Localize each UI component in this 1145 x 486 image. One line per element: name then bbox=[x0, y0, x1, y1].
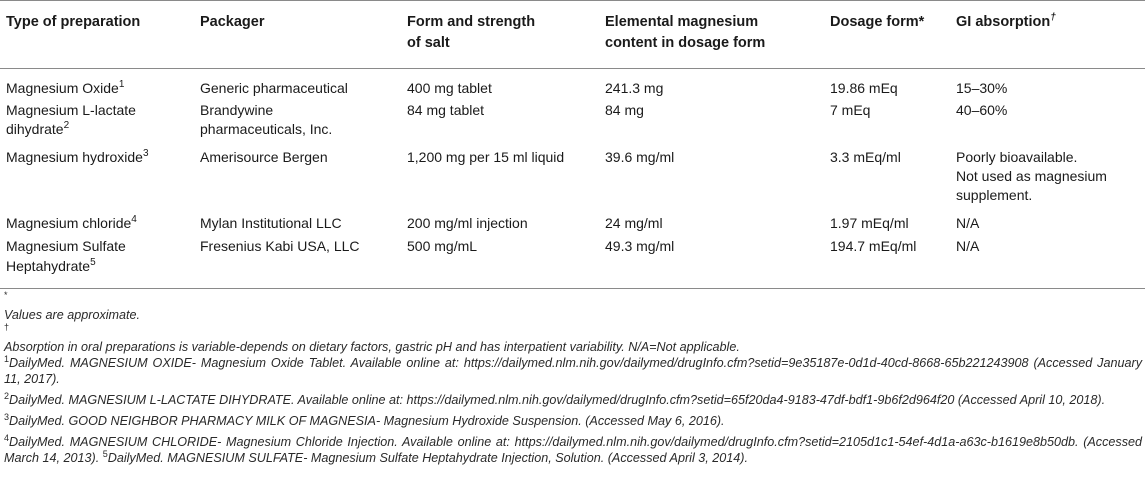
header-type: Type of preparation bbox=[6, 14, 141, 30]
header-gi-label: GI absorption bbox=[956, 14, 1051, 30]
cell-form: 200 mg/ml injection bbox=[407, 215, 528, 231]
footnote-2 bbox=[4, 392, 1142, 408]
table-bottom-rule bbox=[0, 288, 1145, 289]
cell-gi-line3: supplement. bbox=[956, 187, 1033, 203]
cell-form: 400 mg tablet bbox=[407, 80, 492, 96]
cell-elemental: 39.6 mg/ml bbox=[605, 149, 675, 165]
cell-elemental: 241.3 mg bbox=[605, 80, 664, 96]
cell-type: Magnesium L-lactate bbox=[6, 102, 136, 118]
cell-packager: Amerisource Bergen bbox=[200, 149, 328, 165]
cell-dosage: 194.7 mEq/ml bbox=[830, 238, 917, 254]
ref-mark: 1 bbox=[118, 79, 125, 90]
footnote-text: Absorption in oral preparations is variable-depends on dietary factors, gastric pH and has interpatient variability. N/A=Not applicable. bbox=[4, 340, 740, 354]
cell-type: Magnesium Sulfate bbox=[6, 238, 126, 254]
cell-gi-line2: Not used as magnesium bbox=[956, 168, 1107, 184]
cell-gi: 15–30% bbox=[956, 80, 1008, 96]
footnote-values-approximate bbox=[4, 291, 1142, 323]
cell-type bbox=[6, 79, 124, 98]
cell-type-line2 bbox=[6, 120, 69, 139]
cell-dosage: 19.86 mEq bbox=[830, 80, 898, 96]
footnote-absorption bbox=[4, 323, 1142, 355]
footnote-mark: 2 bbox=[4, 391, 10, 401]
cell-packager: Brandywine bbox=[200, 102, 274, 118]
header-dosage: Dosage form* bbox=[830, 14, 925, 30]
cell-dosage: 3.3 mEq/ml bbox=[830, 149, 901, 165]
cell-type-text: Magnesium chloride bbox=[6, 215, 132, 231]
cell-packager: Fresenius Kabi USA, LLC bbox=[200, 238, 360, 254]
footnote-mark: 4 bbox=[4, 433, 10, 443]
cell-form: 84 mg tablet bbox=[407, 102, 485, 118]
cell-form: 500 mg/mL bbox=[407, 238, 478, 254]
header-gi bbox=[956, 12, 1056, 33]
header-elemental-line1: Elemental magnesium bbox=[605, 14, 759, 30]
footnote-mark: 1 bbox=[4, 354, 10, 364]
cell-gi: 40–60% bbox=[956, 102, 1008, 118]
footnote-text: DailyMed. MAGNESIUM SULFATE- Magnesium Sulfate Heptahydrate Injection, Solution. (Accessed April 3, 2014). bbox=[107, 451, 748, 465]
header-form-line2: of salt bbox=[407, 35, 450, 51]
header-gi-mark: † bbox=[1050, 12, 1056, 23]
footnote-1 bbox=[4, 355, 1142, 387]
footnote-text: DailyMed. GOOD NEIGHBOR PHARMACY MILK OF MAGNESIA- Magnesium Hydroxide Suspension. (Accessed May 6, 2016). bbox=[9, 414, 725, 428]
cell-type-line2 bbox=[6, 257, 96, 276]
cell-gi: Poorly bioavailable. bbox=[956, 149, 1078, 165]
cell-type-text: Heptahydrate bbox=[6, 258, 91, 274]
cell-type bbox=[6, 214, 137, 233]
cell-type bbox=[6, 148, 149, 167]
ref-mark: 5 bbox=[90, 257, 96, 268]
header-rule bbox=[0, 68, 1145, 69]
cell-elemental: 84 mg bbox=[605, 102, 644, 118]
footnote-text: DailyMed. MAGNESIUM L-LACTATE DIHYDRATE. Available online at: https://dailymed.nlm.nih.gov/dailymed/drugInfo.cfm?setid=65f20da4-9183-47df-bdf1-9b6f2d964f20 (Accessed April 10, 2018). bbox=[9, 393, 1106, 407]
ref-mark: 2 bbox=[63, 120, 70, 131]
cell-packager: Mylan Institutional LLC bbox=[200, 215, 342, 231]
cell-elemental: 49.3 mg/ml bbox=[605, 238, 675, 254]
footnote-mark: * bbox=[4, 290, 8, 300]
footnote-mark: † bbox=[4, 322, 10, 332]
cell-packager: Generic pharmaceutical bbox=[200, 80, 348, 96]
table-footnotes bbox=[4, 291, 1142, 466]
footnote-mark: 5 bbox=[102, 449, 108, 459]
ref-mark: 3 bbox=[142, 148, 149, 159]
header-form-line1: Form and strength bbox=[407, 14, 536, 30]
cell-gi: N/A bbox=[956, 215, 980, 231]
cell-dosage: 7 mEq bbox=[830, 102, 871, 118]
cell-type-text: dihydrate bbox=[6, 121, 64, 137]
footnote-text: Values are approximate. bbox=[4, 308, 141, 322]
header-elemental-line2: content in dosage form bbox=[605, 35, 766, 51]
cell-form: 1,200 mg per 15 ml liquid bbox=[407, 149, 565, 165]
cell-dosage: 1.97 mEq/ml bbox=[830, 215, 909, 231]
cell-type-text: Magnesium Oxide bbox=[6, 80, 119, 96]
cell-elemental: 24 mg/ml bbox=[605, 215, 663, 231]
header-packager: Packager bbox=[200, 14, 265, 30]
table-top-rule bbox=[0, 0, 1145, 1]
footnote-text: DailyMed. MAGNESIUM CHLORIDE- Magnesium Chloride Injection. Available online at: https://dailymed.nlm.nih.gov/dailymed/drugInfo.cfm?setid=2105d1c1-54ef-4d1a-a63c-b1619e8b50db. (Accessed March 14, 2013). bbox=[4, 435, 1142, 465]
footnote-4-5 bbox=[4, 434, 1142, 466]
footnote-text: DailyMed. MAGNESIUM OXIDE- Magnesium Oxide Tablet. Available online at: https://dailymed.nlm.nih.gov/dailymed/drugInfo.cfm?setid=9e35187e-0d1d-40cd-8668-65b221243908 (Accessed January 11, 2017). bbox=[4, 356, 1142, 386]
ref-mark: 4 bbox=[131, 214, 137, 225]
footnote-3 bbox=[4, 413, 1142, 429]
footnote-mark: 3 bbox=[4, 412, 10, 422]
cell-gi: N/A bbox=[956, 238, 980, 254]
cell-packager-line2: pharmaceuticals, Inc. bbox=[200, 121, 333, 137]
cell-type-text: Magnesium hydroxide bbox=[6, 149, 143, 165]
